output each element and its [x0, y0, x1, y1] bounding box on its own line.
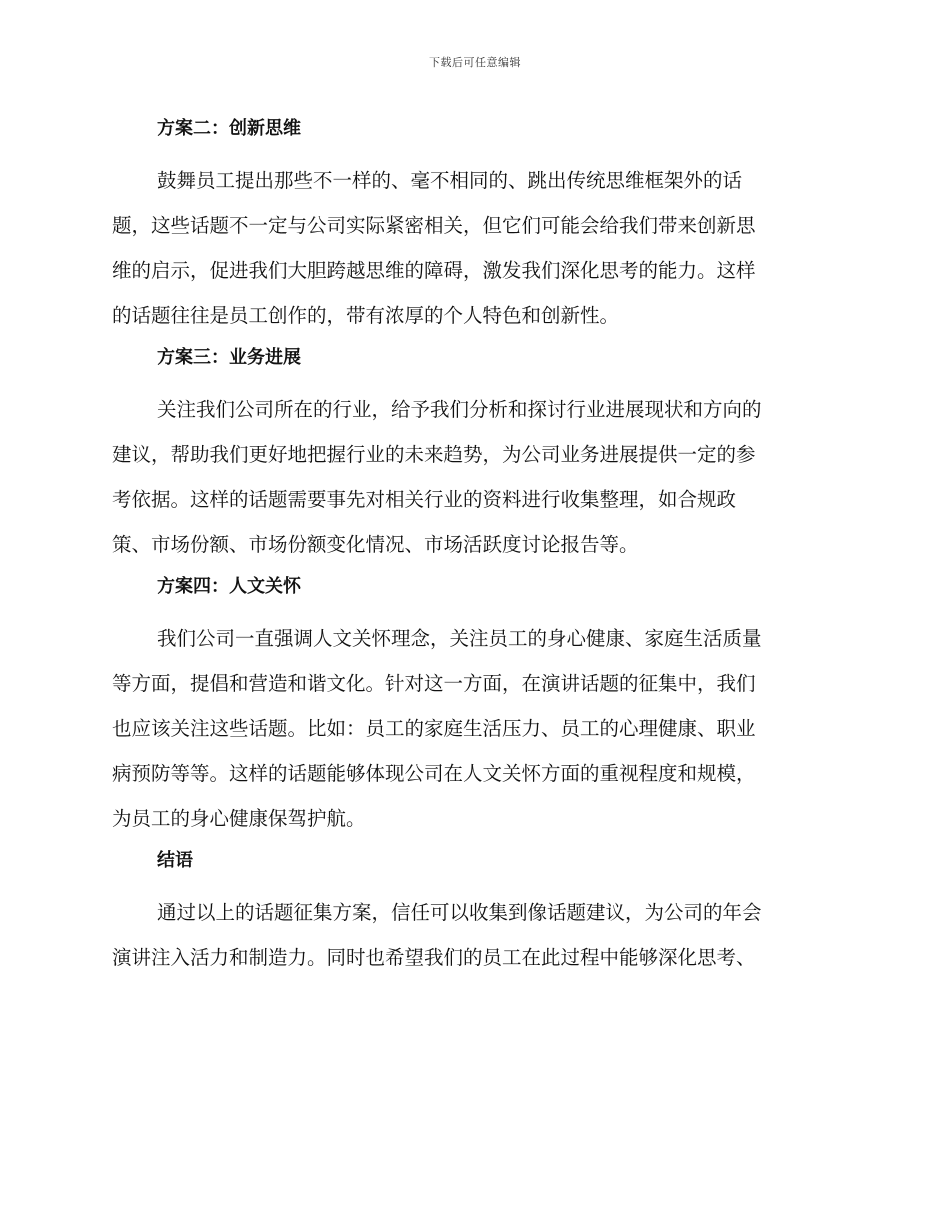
section-heading: 方案二：创新思维	[157, 118, 301, 139]
section-paragraph: 关注我们公司所在的行业，给予我们分析和探讨行业进展现状和方向的 建议，帮助我们更好地把握行业的未来趋势，为公司业务进展提供一定的参 考依据。这样的话题需要事先对相关行业的资料进行收集整理，如合规政 策、市场份额、市场份额变化情况、市场活跃度讨论报告等。	[112, 398, 762, 556]
section-paragraph: 鼓舞员工提出那些不一样的、毫不相同的、跳出传统思维框架外的话 题，这些话题不一定与公司实际紧密相关，但它们可能会给我们带来创新思 维的启示，促进我们大胆跨越思维的障碍，激发我们深化思考的能力。这样 的话题往往是员工创作的，带有浓厚的个人特色和创新性。	[112, 169, 756, 327]
section-heading: 结语	[157, 850, 193, 871]
section-humanistic-care	[112, 570, 832, 841]
page-header: 下载后可任意编辑	[429, 56, 521, 69]
section-paragraph: 通过以上的话题征集方案，信任可以收集到像话题建议，为公司的年会 演讲注入活力和制造力。同时也希望我们的员工在此过程中能够深化思考、	[112, 901, 762, 969]
section-heading: 方案四：人文关怀	[157, 576, 301, 597]
section-innovation	[112, 112, 832, 338]
section-paragraph: 我们公司一直强调人文关怀理念，关注员工的身心健康、家庭生活质量 等方面，提倡和营造和谐文化。针对这一方面，在演讲话题的征集中，我们 也应该关注这些话题。比如：员工的家庭生活压力、员工的心理健康、职业 病预防等等。这样的话题能够体现公司在人文关怀方面的重视程度和规模， 为员工的身心健康保驾护航。	[112, 627, 762, 830]
section-heading: 方案三：业务进展	[157, 347, 301, 368]
section-conclusion	[112, 844, 832, 980]
document-body	[112, 112, 832, 983]
section-business	[112, 341, 832, 567]
